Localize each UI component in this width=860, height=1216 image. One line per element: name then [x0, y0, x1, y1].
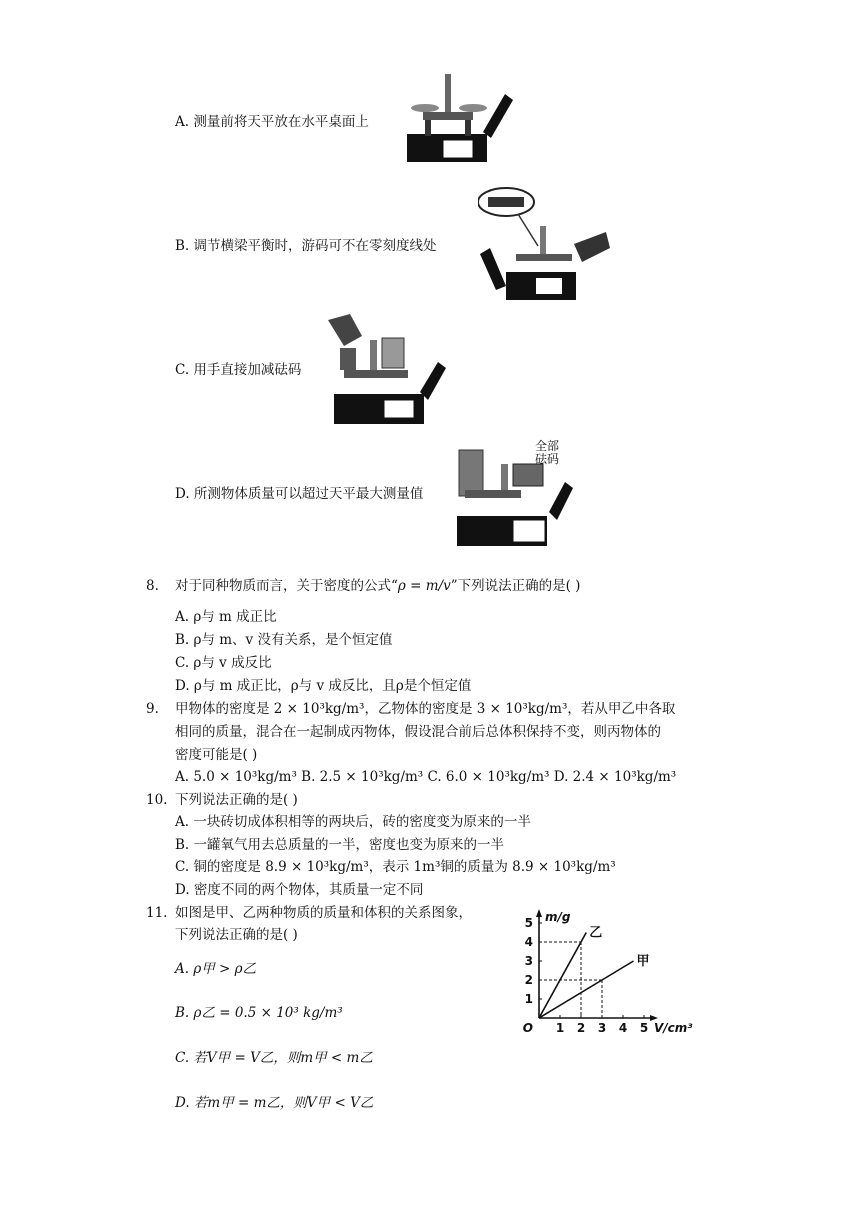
- q11-option-d: D. 若m甲 = m乙，则V甲 < V乙: [175, 1095, 374, 1111]
- q8-number: 8.: [146, 578, 159, 594]
- q8-stem-pre: 对于同种物质而言，关于密度的公式“: [175, 578, 398, 594]
- series-line-jia: [539, 961, 634, 1018]
- chart-guides: [539, 942, 602, 1018]
- y-tick-label: 2: [524, 973, 533, 987]
- q7-option-c: C. 用手直接加减砝码: [175, 362, 302, 378]
- x-tick-label: 5: [639, 1021, 649, 1035]
- q8-formula: ρ = m/v: [397, 578, 451, 594]
- x-tick-label: 1: [555, 1021, 565, 1035]
- y-axis-label: m/g: [545, 910, 571, 924]
- q8-option-b: B. ρ与 m、v 没有关系，是个恒定值: [175, 632, 393, 648]
- q9-options: A. 5.0 × 10³kg/m³ B. 2.5 × 10³kg/m³ C. 6.0 × 10³kg/m³ D. 2.4 × 10³kg/m³: [175, 769, 677, 785]
- q11-option-c: C. 若V甲 = V乙，则m甲 < m乙: [175, 1050, 373, 1066]
- q8-option-a: A. ρ与 m 成正比: [175, 609, 277, 625]
- y-tick-label: 5: [524, 916, 533, 930]
- balance-on-table-image: [395, 72, 515, 172]
- q10-option-c: C. 铜的密度是 8.9 × 10³kg/m³，表示 1m³铜的质量为 8.9 × 10³kg/m³: [175, 859, 616, 875]
- q10-stem: 下列说法正确的是( ): [175, 792, 298, 808]
- mass-volume-chart: [515, 895, 725, 1040]
- y-tick-label: 3: [524, 954, 533, 968]
- x-tick-label: 3: [597, 1021, 607, 1035]
- balance-hand-weights-image: [322, 312, 447, 427]
- q11-line-2: 下列说法正确的是( ): [175, 927, 298, 943]
- chart-labels: [523, 910, 693, 1035]
- origin-label: O: [522, 1021, 533, 1035]
- x-tick-label: 2: [576, 1021, 586, 1035]
- y-tick-label: 4: [524, 935, 533, 949]
- q9-line-3: 密度可能是( ): [175, 747, 258, 763]
- balance-zero-adjust-image: [478, 186, 613, 304]
- q11-option-b: B. ρ乙 = 0.5 × 10³ kg/m³: [175, 1005, 343, 1021]
- q9-number: 9.: [146, 701, 159, 717]
- q11-option-a: A. ρ甲 > ρ乙: [175, 961, 257, 977]
- all-weights-label: 全部砝码: [534, 439, 559, 466]
- q10-option-d: D. 密度不同的两个物体，其质量一定不同: [175, 882, 424, 898]
- q8-option-d: D. ρ与 m 成正比，ρ与 v 成反比，且ρ是个恒定值: [175, 678, 472, 694]
- y-axis-arrow: [536, 909, 542, 917]
- chart-series: [539, 933, 634, 1019]
- q10-option-b: B. 一罐氧气用去总质量的一半，密度也变为原来的一半: [175, 837, 505, 853]
- q8-option-c: C. ρ与 v 成反比: [175, 655, 272, 671]
- series-line-yi: [539, 933, 586, 1019]
- q11-line-1: 如图是甲、乙两种物质的质量和体积的关系图象，: [175, 905, 472, 921]
- q9-line-2: 相同的质量，混合在一起制成丙物体，假设混合前后总体积保持不变，则丙物体的: [175, 724, 661, 740]
- q9-line-1: 甲物体的密度是 2 × 10³kg/m³，乙物体的密度是 3 × 10³kg/m³，若从甲乙中各取: [175, 701, 676, 717]
- q11-number: 11.: [146, 905, 168, 921]
- q10-number: 10.: [146, 792, 168, 808]
- q8-stem: [175, 577, 580, 595]
- x-axis-label: V/cm³: [654, 1021, 693, 1035]
- q7-option-d: D. 所测物体质量可以超过天平最大测量值: [175, 486, 424, 502]
- q10-option-a: A. 一块砖切成体积相等的两块后，砖的密度变为原来的一半: [175, 814, 531, 830]
- y-tick-label: 1: [524, 992, 533, 1006]
- x-tick-label: 4: [618, 1021, 628, 1035]
- q8-stem-post: ”下列说法正确的是( ): [450, 578, 581, 594]
- q7-option-b: B. 调节横梁平衡时，游码可不在零刻度线处: [175, 238, 437, 254]
- series-label-yi: 乙: [589, 925, 603, 941]
- q7-option-a: A. 测量前将天平放在水平桌面上: [175, 114, 369, 130]
- series-label-jia: 甲: [636, 954, 650, 969]
